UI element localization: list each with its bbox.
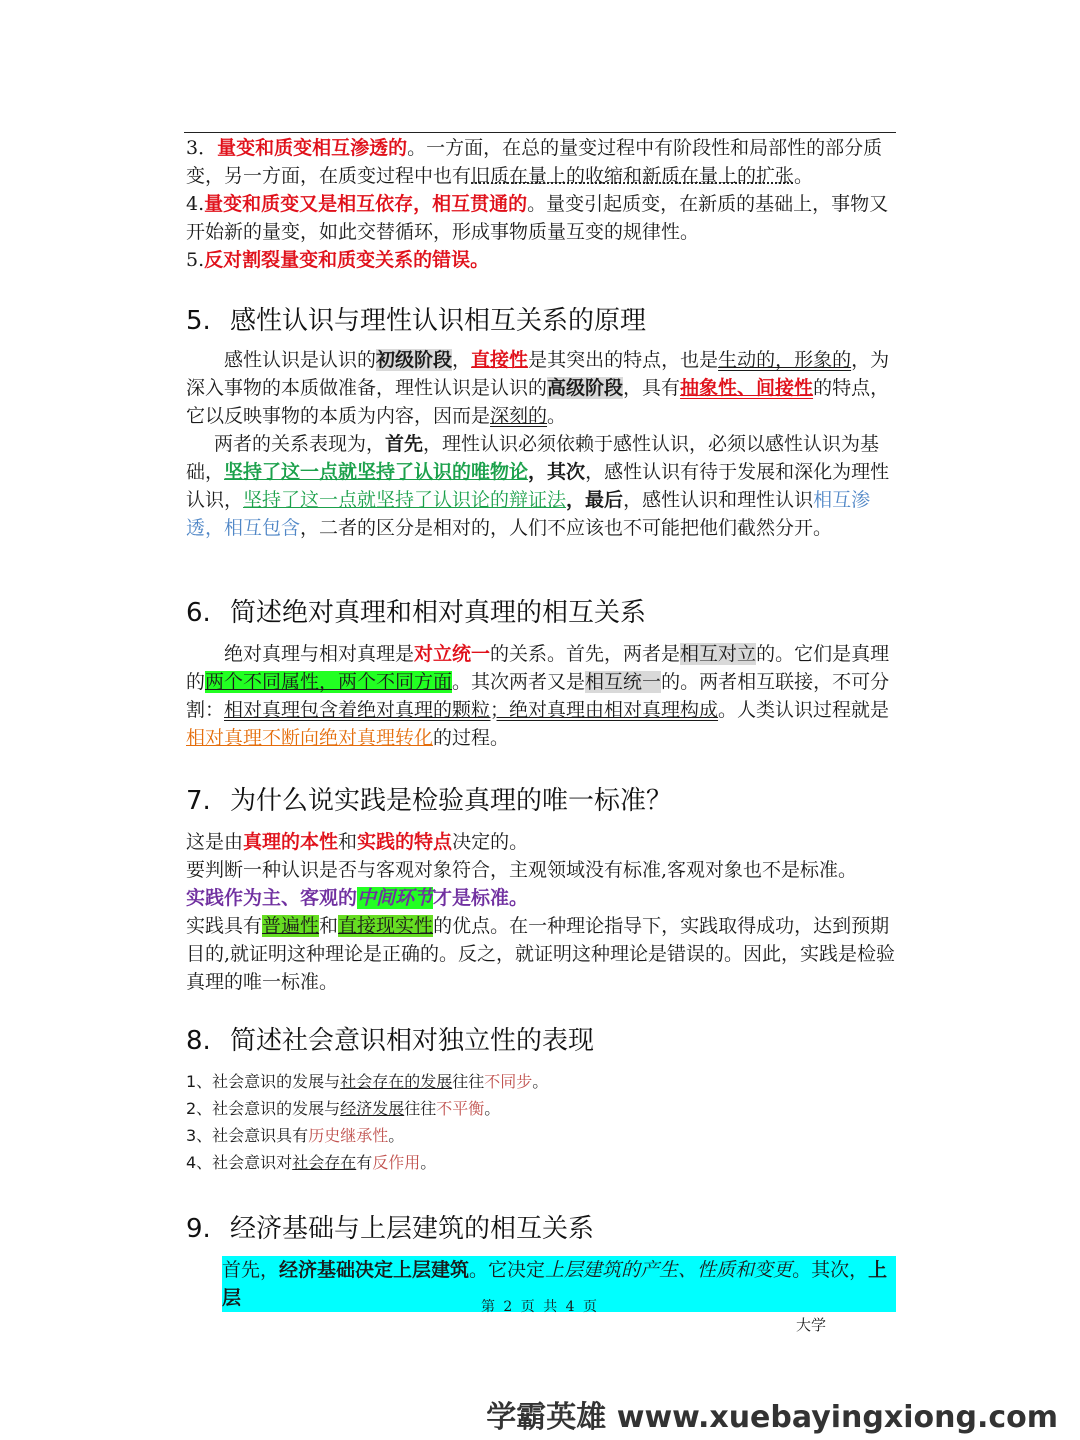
section-5-heading: 5. 感性认识与理性认识相互关系的原理 (186, 306, 647, 336)
item-4: 4.量变和质变又是相互依存，相互贯通的。量变引起质变，在新质的基础上，事物又开始新的量变，如此交替循环，形成事物质量互变的规律性。 (186, 193, 889, 243)
section-7-line-4: 实践具有普遍性和直接现实性的优点。在一种理论指导下，实践取得成功，达到预期目的,就证明这种理论是正确的。反之，就证明这种理论是错误的。因此，实践是检验真理的唯一标准。 (186, 915, 896, 993)
list-item: 2、社会意识的发展与经济发展往往不平衡。 (186, 1099, 501, 1118)
section-5-body (186, 346, 896, 542)
section-6-heading: 6. 简述绝对真理和相对真理的相互关系 (186, 598, 647, 628)
site-watermark: 学霸英雄 www.xuebayingxiong.com (486, 1400, 1058, 1435)
section-7-line-2: 要判断一种认识是否与客观对象符合，主观领域没有标准,客观对象也不是标准。 (186, 859, 858, 881)
item-5: 5.反对割裂量变和质变关系的错误。 (186, 249, 490, 271)
section-5-paragraph-1: 感性认识是认识的初级阶段，直接性是其突出的特点，也是生动的，形象的，为深入事物的本质做准备，理性认识是认识的高级阶段，具有抽象性、间接性的特点，它以反映事物的本质为内容，因而是深刻的。 (186, 349, 890, 427)
prev-section-items (186, 134, 896, 274)
section-5-paragraph-2: 两者的关系表现为，首先，理性认识必须依赖于感性认识，必须以感性认识为基础，坚持了这一点就坚持了认识的唯物论，其次，感性认识有待于发展和深化为理性认识，坚持了这一点就坚持了认识论的辩证法，最后，感性认识和理性认识相互渗透，相互包含，二者的区分是相对的，人们不应该也不可能把他们截然分开。 (186, 433, 890, 539)
section-8-heading: 8. 简述社会意识相对独立性的表现 (186, 1026, 595, 1056)
section-8-list (186, 1068, 896, 1176)
section-9-paragraph: 首先，经济基础决定上层建筑。它决定上层建筑的产生、性质和变更。其次，上层 (222, 1256, 896, 1312)
section-9-heading: 9. 经济基础与上层建筑的相互关系 (186, 1214, 595, 1244)
section-7-line-1: 这是由真理的本性和实践的特点决定的。 (186, 831, 529, 853)
section-6-body (186, 640, 896, 752)
header-rule (184, 132, 896, 133)
section-7-line-3: 实践作为主、客观的中间环节才是标准。 (186, 887, 529, 909)
page-number: 第 2 页 共 4 页 (480, 1299, 600, 1315)
item-3: 3．量变和质变相互渗透的。一方面，在总的量变过程中有阶段性和局部性的部分质变，另一方面，在质变过程中也有旧质在量上的收缩和新质在量上的扩张。 (186, 137, 883, 187)
section-7-body (186, 828, 896, 996)
section-6-paragraph: 绝对真理与相对真理是对立统一的关系。首先，两者是相互对立的。它们是真理的两个不同属性，两个不同方面。其次两者又是相互统一的。两者相互联接，不可分割：相对真理包含着绝对真理的颗粒；绝对真理由相对真理构成。人类认识过程就是相对真理不断向绝对真理转化的过程。 (186, 643, 890, 749)
list-item: 1、社会意识的发展与社会存在的发展往往不同步。 (186, 1072, 549, 1091)
list-item: 3、社会意识具有历史继承性。 (186, 1126, 405, 1145)
section-7-heading: 7. 为什么说实践是检验真理的唯一标准？ (186, 786, 673, 816)
school-label: 大学 (796, 1316, 827, 1334)
list-item: 4、社会意识对社会存在有反作用。 (186, 1153, 437, 1172)
